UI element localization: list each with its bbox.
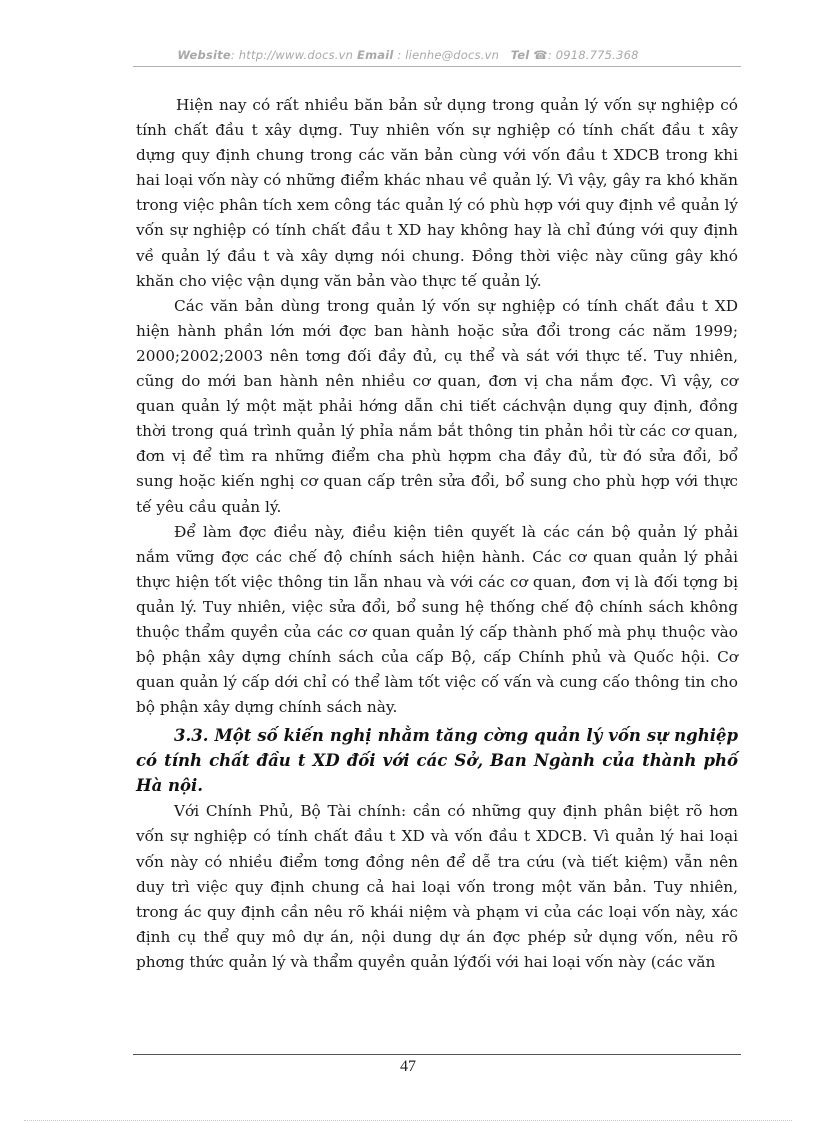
document-body [136,93,738,975]
tel-label: Tel [510,48,530,62]
body-paragraph: Hiện nay có rất nhiều băn bản sử dụng trong quản lý vốn sự nghiệp có tính chất đầu t xây dựng. Tuy nhiên vốn sự nghiệp có tính chất đầu t xây dựng quy định chung trong các văn bản cùng với vốn đầu t XDCB trong khi hai loại vốn này có những điểm khác nhau về quản lý. Vì vậy, gây ra khó khăn trong việc phân tích xem công tác quản lý có phù hợp với quy định về quản lý vốn sự nghiệp có tính chất đầu t XD hay không hay là chỉ đúng với quy định về quản lý đầu t và xây dựng nói chung. Đồng thời việc này cũng gây khó khăn cho việc vận dụng văn bản vào thực tế quản lý. [136,96,738,290]
body-paragraph: Để làm đợc điều này, điều kiện tiên quyết là các cán bộ quản lý phải nắm vững đợc các chế độ chính sách hiện hành. Các cơ quan quản lý phải thực hiện tốt việc thông tin lẫn nhau và với các cơ quan, đơn vị là đối tợng bị quản lý. Tuy nhiên, việc sửa đổi, bổ sung hệ thống chế độ chính sách không thuộc thẩm quyền của các cơ quan quản lý cấp thành phố mà phụ thuộc vào bộ phận xây dựng chính sách của cấp Bộ, cấp Chính phủ và Quốc hội. Cơ quan quản lý cấp dới chỉ có thể làm tốt việc cố vấn và cung cấo thông tin cho bộ phận xây dựng chính sách này. [136,522,738,717]
page-number: 47 [400,1058,416,1075]
header-divider [133,66,741,67]
phone-icon: ☎ [533,48,548,62]
section-heading: 3.3. Một số kiến nghị nhằm tăng cờng quản lý vốn sự nghiệp có tính chất đầu t XD đối với các Sở, Ban Ngành của thành phố Hà nội. [136,726,738,796]
page-header [0,48,816,62]
website-label: Website [177,48,231,62]
body-paragraph: Các văn bản dùng trong quản lý vốn sự nghiệp có tính chất đầu t XD hiện hành phần lớn mới đợc ban hành hoặc sửa đổi trong các năm 1999; 2000;2002;2003 nên tơng đối đầy đủ, cụ thể và sát với thực tế. Tuy nhiên, cũng do mới ban hành nên nhiều cơ quan, đơn vị cha nắm đợc. Vì vậy, cơ quan quản lý một mặt phải hớng dẫn chi tiết cáchvận dụng quy định, đồng thời trong quá trình quản lý phỉa nắm bắt thông tin phản hồi từ các cơ quan, đơn vị để tìm ra những điểm cha phù hợpm cha đầy đủ, từ đó sửa đổi, bổ sung hoặc kiến nghị cơ quan cấp trên sửa đổi, bổ sung cho phù hợp với thực tế yêu cầu quản lý. [136,296,738,516]
footer-divider [133,1054,741,1055]
website-value: : http://www.docs.vn [230,48,354,62]
email-value: : lienhe@docs.vn [397,48,500,62]
tel-value: : 0918.775.368 [547,48,639,62]
email-label: Email [357,48,394,62]
section-paragraph: Với Chính Phủ, Bộ Tài chính: cần có những quy định phân biệt rõ hơn vốn sự nghiệp có tính chất đầu t XD và vốn đầu t XDCB. Vì quản lý hai loại vốn này có nhiều điểm tơng đồng nên để dễ tra cứu (và tiết kiệm) vẫn nên duy trì việc quy định chung cả hai loại vốn trong một văn bản. Tuy nhiên, trong ác quy định cần nêu rõ khái niệm và phạm vi của các loại vốn này, xác định cụ thể quy mô dự án, nội dung dự án đợc phép sử dụng vốn, nêu rõ phơng thức quản lý và thẩm quyền quản lýđối với hai loại vốn này (các văn [136,802,738,971]
page-edge-dots [24,1120,792,1121]
